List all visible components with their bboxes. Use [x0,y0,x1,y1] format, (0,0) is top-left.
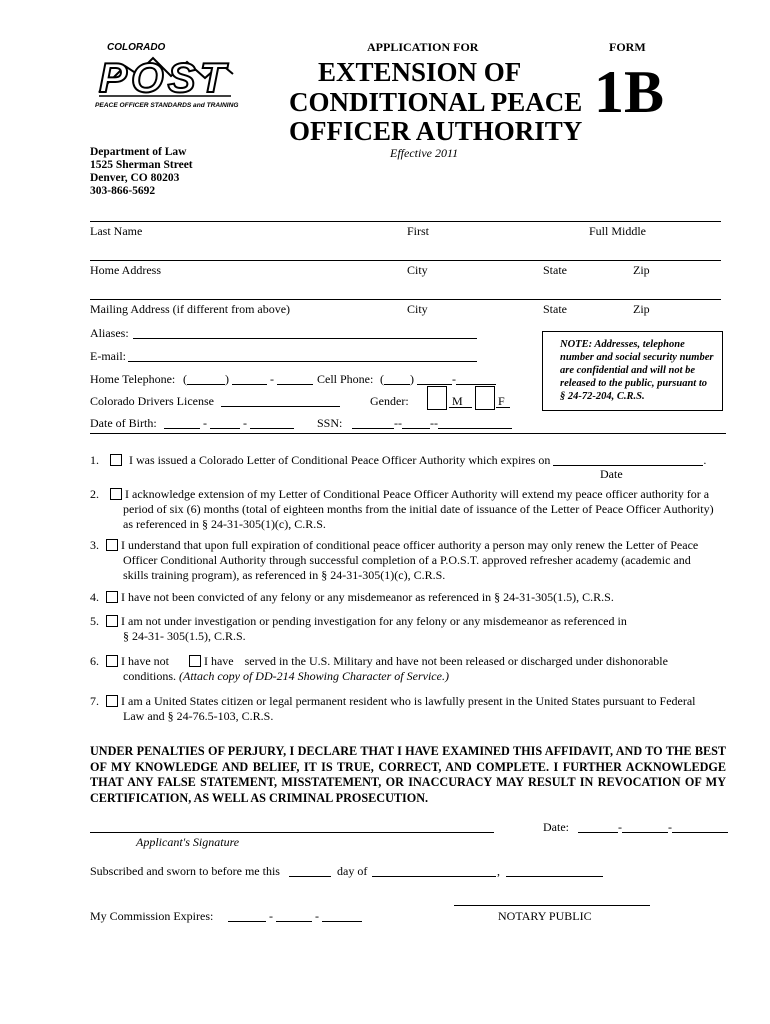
statement-4-checkbox[interactable] [106,591,118,603]
statement-1-checkbox[interactable] [110,454,122,466]
statement-2-number: 2. [90,487,99,501]
dob-field[interactable]: - - [164,416,294,431]
middle-name-label: Full Middle [589,224,647,238]
statement-3-number: 3. [90,538,99,552]
statement-2-line-1: I acknowledge extension of my Letter of Conditional Peace Officer Authority will extend my peace officer authority for a [125,487,710,501]
mailing-address-line[interactable] [90,299,721,300]
gender-m-checkbox[interactable] [427,386,447,410]
home-address-line[interactable] [90,260,721,261]
mailing-state-label: State [543,302,567,316]
title-line-2: CONDITIONAL PEACE [289,87,583,117]
title-line-3: OFFICER AUTHORITY [289,116,583,146]
form-label: FORM [609,40,646,54]
department-name: Department of Law [90,146,187,158]
statement-5-checkbox[interactable] [106,615,118,627]
subscribed-comma: , [497,864,500,878]
subscribed-label: Subscribed and sworn to before me this [90,864,280,878]
statement-5-line-2: § 24-31- 305(1.5), C.R.S. [123,629,246,643]
gender-f-label: F [498,394,505,408]
effective-date: Effective 2011 [390,146,459,160]
form-number: 1B [594,59,665,125]
gender-f-underline [496,407,510,408]
perjury-declaration: UNDER PENALTIES OF PERJURY, I DECLARE THAT I HAVE EXAMINED THIS AFFIDAVIT, AND TO THE BEST OF MY KNOWLEDGE AND BELIEF, IT IS TRUE, CORRECT, AND COMPLETE. I FURTHER ACKNOWLEDGE THAT ANY FALSE STATEMENT, MISSTATEMENT, OR INACCURACY MAY RESULT IN REVOCATION OF MY CERTIFICATION, AS WELL AS CRIMINAL PROSECUTION. [90,744,726,805]
applicant-signature-label: Applicant's Signature [136,835,240,849]
statement-4-number: 4. [90,590,99,604]
statement-1-number: 1. [90,453,99,467]
aliases-field[interactable] [133,338,477,339]
statement-5-number: 5. [90,614,99,628]
logo-word: POST [99,54,230,101]
statement-3-checkbox[interactable] [106,539,118,551]
statement-6-line-1: served in the U.S. Military and have not been released or discharged under dishonorable [244,654,668,668]
signature-date-field[interactable]: - - [578,820,728,835]
statement-7-checkbox[interactable] [106,695,118,707]
expiration-date-field[interactable] [553,454,703,466]
department-city: Denver, CO 80203 [90,172,180,184]
statement-5-line-1: I am not under investigation or pending investigation for any felony or any misdemeanor as referenced in [121,614,627,628]
notary-signature-line[interactable] [454,905,650,906]
statement-6-have-label: I have [203,654,234,668]
statement-4-text: I have not been convicted of any felony or any misdemeanor as referenced in § 24-31-305(1.5), C.R.S. [121,590,614,604]
home-city-label: City [407,263,428,277]
signature-date-label: Date: [543,820,569,834]
applicant-signature-line[interactable] [90,832,494,833]
statement-6-have-checkbox[interactable] [189,655,201,667]
aliases-label: Aliases: [90,326,129,340]
title-line-1: EXTENSION OF [318,57,522,87]
subscribed-year-field[interactable] [506,876,603,877]
notary-public-label: NOTARY PUBLIC [498,909,592,923]
application-for: APPLICATION FOR [367,40,479,54]
department-street: 1525 Sherman Street [90,159,193,171]
drivers-license-label: Colorado Drivers License [90,394,214,408]
home-address-label: Home Address [90,263,161,277]
gender-m-underline [449,407,472,408]
statement-3-line-2: Officer Conditional Authority through successful completion of a P.O.S.T. approved refresher academy (academic and [123,553,691,567]
subscribed-month-field[interactable] [372,876,496,877]
home-state-label: State [543,263,567,277]
logo-subtitle: PEACE OFFICER STANDARDS and TRAINING [95,102,239,109]
ssn-label: SSN: [317,416,343,430]
statement-3-line-1: I understand that upon full expiration of conditional peace officer authority a person may only renew the Letter of Peace [121,538,699,552]
email-label: E-mail: [90,349,126,363]
gender-f-checkbox[interactable] [475,386,495,410]
mailing-address-label: Mailing Address (if different from above) [90,302,291,316]
gender-m-label: M [452,394,463,408]
home-telephone-field[interactable]: ( ) - [183,372,313,387]
statement-2-line-3: as referenced in § 24-31-305(1)(c), C.R.S. [123,517,326,531]
dob-label: Date of Birth: [90,416,157,430]
name-line[interactable] [90,221,721,222]
statement-6-have-not-label: I have not [121,654,169,668]
day-of-label: day of [337,864,368,878]
statement-6-conditions: conditions. [123,669,176,683]
logo-state: COLORADO [107,42,166,53]
statement-6-attach-note: (Attach copy of DD-214 Showing Character of Service.) [179,669,449,683]
drivers-license-field[interactable] [221,406,340,407]
last-name-label: Last Name [90,224,143,238]
ssn-field[interactable]: -- -- [352,416,512,431]
cell-phone-field[interactable]: ( ) - [380,372,496,387]
post-logo [95,42,239,112]
statement-7-line-1: I am a United States citizen or legal permanent resident who is lawfully present in the United States pursuant to Federal [121,694,696,708]
home-zip-label: Zip [633,263,650,277]
mailing-city-label: City [407,302,428,316]
home-telephone-label: Home Telephone: [90,372,176,386]
department-phone: 303-866-5692 [90,185,156,197]
statement-7-number: 7. [90,694,99,708]
subscribed-day-field[interactable] [289,876,331,877]
statement-2-line-2: period of six (6) months (total of eighteen months from the initial date of issuance of the Letter of Peace Officer Authority) [123,502,714,516]
commission-expires-field[interactable]: - - [228,909,362,924]
email-field[interactable] [128,361,477,362]
first-name-label: First [407,224,430,238]
statement-6-number: 6. [90,654,99,668]
statement-1-text: I was issued a Colorado Letter of Conditional Peace Officer Authority which expires on [129,453,551,467]
statement-3-line-3: skills training program), as referenced in § 24-31-305(1)(c), C.R.S. [123,568,446,582]
statement-6-have-not-checkbox[interactable] [106,655,118,667]
statement-2-checkbox[interactable] [110,488,122,500]
expiration-date-caption: Date [600,467,623,481]
gender-label: Gender: [370,394,409,408]
mailing-zip-label: Zip [633,302,650,316]
cell-phone-label: Cell Phone: [317,372,374,386]
commission-expires-label: My Commission Expires: [90,909,214,923]
section-divider [90,433,726,434]
statement-7-line-2: Law and § 24-76.5-103, C.R.S. [123,709,274,723]
confidentiality-note: NOTE: Addresses, telephone number and social security number are confidential and will not be released to the public, pursuant to § 24-72-204, C.R.S. [542,331,723,411]
